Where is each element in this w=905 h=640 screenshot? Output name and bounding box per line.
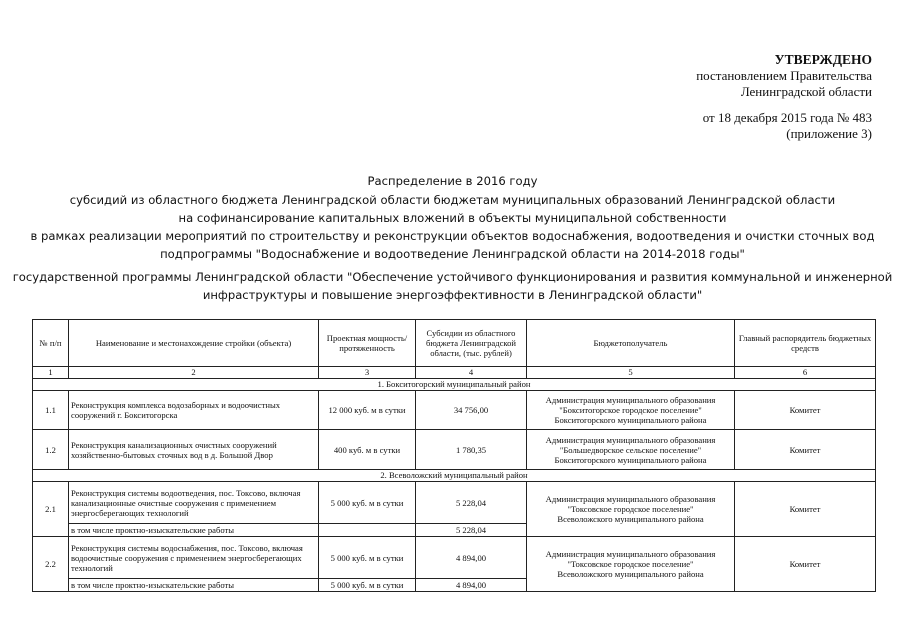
header-name: Наименование и местонахождение стройки (объекта) (69, 320, 319, 367)
row-recipient (527, 537, 735, 592)
title-line-2: субсидий из областного бюджета Ленинградской области бюджетам муниципальных образований Ленинградской области (69, 193, 836, 207)
col-number: 5 (527, 367, 735, 379)
subrow-name: в том числе проктно-изыскательские работы (69, 524, 319, 537)
district-2: 2. Всеволожский муниципальный район (33, 470, 876, 482)
header-recipient: Бюджетополучатель (527, 320, 735, 367)
district-row (33, 470, 876, 482)
row-subsidy: 1 780,35 (416, 430, 527, 470)
approval-date: от 18 декабря 2015 года № 483 (702, 110, 872, 125)
district-1: 1. Бокситогорский муниципальный район (33, 379, 876, 391)
col-number: 6 (735, 367, 876, 379)
recipient-line: "Токсовское городское поселение" (567, 504, 694, 514)
table-row (33, 391, 876, 430)
row-subsidy: 5 228,04 (416, 482, 527, 524)
title-line-4: в рамках реализации мероприятий по строительству и реконструкции объектов водоснабжения, водоотведения и очистки сточных вод (30, 229, 875, 243)
recipient-line: "Бокситогорское городское поселение" (559, 405, 702, 415)
recipient-line: "Токсовское городское поселение" (567, 559, 694, 569)
approval-heading: УТВЕРЖДЕНО (774, 52, 872, 67)
row-manager: Комитет (735, 430, 876, 470)
row-capacity: 5 000 куб. м в сутки (319, 537, 416, 579)
row-manager: Комитет (735, 391, 876, 430)
col-number: 2 (69, 367, 319, 379)
row-capacity: 400 куб. м в сутки (319, 430, 416, 470)
title-line-1: Распределение в 2016 году (367, 174, 538, 188)
row-no: 2.1 (33, 482, 69, 537)
recipient-line: Администрация муниципального образования (545, 494, 716, 504)
row-recipient (527, 482, 735, 537)
row-name: Реконструкция канализационных очистных сооружений хозяйственно-бытовых сточных вод в д. Большой Двор (69, 430, 319, 470)
recipient-line: Администрация муниципального образования (545, 434, 716, 445)
column-number-row (33, 367, 876, 379)
approval-line-2: Ленинградской области (740, 84, 872, 99)
row-recipient (527, 391, 735, 430)
row-name: Реконструкция системы водоотведения, пос. Токсово, включая канализационные очистные сооружения с применением энергосберегающих технологий (69, 482, 319, 524)
recipient-line: Бокситогорского муниципального района (554, 454, 707, 465)
table-row (33, 537, 876, 579)
title-line-6: государственной программы Ленинградской области "Обеспечение устойчивого функционирования и развития коммунальной и инженерной (12, 270, 893, 284)
row-manager: Комитет (735, 537, 876, 592)
subsidy-table (32, 319, 876, 592)
header-manager: Главный распорядитель бюджетных средств (735, 320, 876, 367)
col-number: 3 (319, 367, 416, 379)
subrow-subsidy: 5 228,04 (416, 524, 527, 537)
recipient-line: Всеволожского муниципального района (557, 514, 704, 524)
recipient-line: Администрация муниципального образования (545, 395, 716, 405)
subrow-capacity (319, 524, 416, 537)
row-name: Реконструкция системы водоснабжения, пос. Токсово, включая водоочистные сооружения с применением энергосберегающих технологий (69, 537, 319, 579)
recipient-line: Администрация муниципального образования (545, 549, 716, 559)
row-no: 1.1 (33, 391, 69, 430)
row-capacity: 12 000 куб. м в сутки (319, 391, 416, 430)
subrow-subsidy: 4 894,00 (416, 579, 527, 592)
title-line-3: на софинансирование капитальных вложений в объекты муниципальной собственности (178, 211, 727, 225)
row-no: 1.2 (33, 430, 69, 470)
row-no: 2.2 (33, 537, 69, 592)
col-number: 4 (416, 367, 527, 379)
district-row (33, 379, 876, 391)
approval-line-1: постановлением Правительства (696, 68, 872, 83)
subrow-name: в том числе проктно-изыскательские работы (69, 579, 319, 592)
row-subsidy: 34 756,00 (416, 391, 527, 430)
table-row (33, 430, 876, 470)
approval-block (696, 52, 872, 142)
row-recipient (527, 430, 735, 470)
row-manager: Комитет (735, 482, 876, 537)
approval-appendix: (приложение 3) (786, 126, 872, 141)
recipient-line: Всеволожского муниципального района (557, 569, 704, 579)
recipient-line: "Большедворское сельское поселение" (559, 444, 702, 455)
row-subsidy: 4 894,00 (416, 537, 527, 579)
recipient-line: Бокситогорского муниципального района (554, 415, 707, 425)
document-title (0, 172, 905, 304)
subrow-capacity: 5 000 куб. м в сутки (319, 579, 416, 592)
title-line-5: подпрограммы "Водоснабжение и водоотведение Ленинградской области на 2014-2018 годы" (160, 247, 745, 261)
table-header-row (33, 320, 876, 367)
header-no: № п/п (33, 320, 69, 367)
header-subsidy: Субсидии из областного бюджета Ленинградской области, (тыс. рублей) (416, 320, 527, 367)
col-number: 1 (33, 367, 69, 379)
row-name: Реконструкция комплекса водозаборных и водоочистных сооружений г. Бокситогорска (69, 391, 319, 430)
row-capacity: 5 000 куб. м в сутки (319, 482, 416, 524)
title-line-7: инфраструктуры и повышение энергоэффективности в Ленинградской области" (202, 288, 703, 302)
header-capacity: Проектная мощность/ протяженность (319, 320, 416, 367)
table-row (33, 482, 876, 524)
